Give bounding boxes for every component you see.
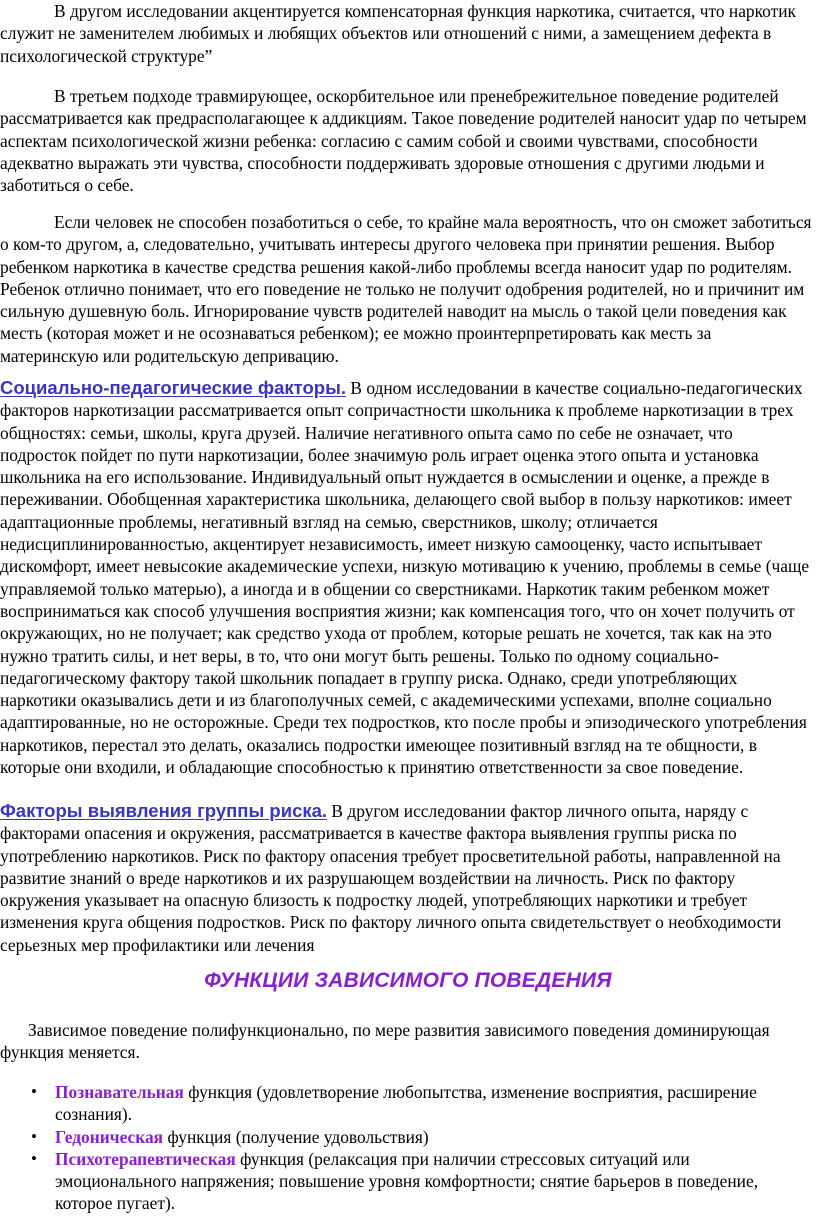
social-pedagogical-factors-link[interactable]: Социально-педагогические факторы. xyxy=(0,377,347,398)
list-item xyxy=(0,1148,812,1215)
paragraph-social-pedagogical xyxy=(0,377,812,778)
bullet-icon: • xyxy=(31,1126,37,1146)
function-description: функция (удовлетворение любопытства, изменение восприятия, расширение сознания). xyxy=(55,1082,757,1125)
functions-list xyxy=(0,1081,812,1215)
paragraph-polyfunctional: Зависимое поведение полифункционально, по мере развития зависимого поведения доминирующая функция меняется. xyxy=(0,1020,770,1063)
function-description: функция (получение удовольствия) xyxy=(163,1126,429,1147)
function-name: Психотерапевтическая xyxy=(55,1148,236,1169)
social-pedagogical-body: В одном исследовании в качестве социально-педагогических факторов наркотизации рассматривается опыт сопричастности школьника к проблеме наркотизации в трех общностях: семьи, школы, круга друзей. Наличие негативного опыта само по себе не означает, что подросток пойдет по пути наркотизации, более значимую роль играет оценка этого опыта и установка школьника на его использование. Индивидуальный опыт нуждается в осмыслении и оценке, а прежде в переживании. Обобщенная характеристика школьника, делающего свой выбор в пользу наркотиков: имеет адаптационные проблемы, негативный взгляд на семью, сверстников, школу; отличается недисциплинированностью, акцентирует независимость, имеет низкую самооценку, часто испытывает дискомфорт, имеет невысокие академические успехи, низкую мотивацию к учению, проблемы в семье (чаще управляемой только матерью), а иногда и в общении со сверстниками. Наркотик таким ребенком может восприниматься как способ улучшения восприятия жизни; как компенсация того, что он хочет получить от окружающих, но не получает; как средство ухода от проблем, которые решать не хочется, так как на это нужно тратить силы, и нет веры, в то, что они могут быть решены. Только по одному социально-педагогическому фактору такой школьник попадает в группу риска. Однако, среди употребляющих наркотики оказывались дети и из благополучных семей, с академическими успехами, вполне социально адаптированные, но не осторожные. Среди тех подростков, кто после пробы и эпизодического употребления наркотиков, перестал это делать, оказались подростки имеющее позитивный взгляд на те общности, в которые они входили, и обладающие способностью к принятию ответственности за свое поведение. xyxy=(0,378,810,778)
section-title-dependent-behavior: ФУНКЦИИ ЗАВИСИМОГО ПОВЕДЕНИЯ xyxy=(204,969,612,992)
paragraph-risk-group xyxy=(0,800,812,956)
bullet-icon: • xyxy=(31,1148,37,1168)
risk-group-factors-link[interactable]: Факторы выявления группы риска. xyxy=(0,800,328,821)
paragraph-compensatory-function: В другом исследовании акцентируется компенсаторная функция наркотика, считается, что наркотик служит не заменителем любимых и любящих объектов или отношений с ними, а замещением дефекта в психологической структуре” xyxy=(0,1,797,66)
risk-group-body: В другом исследовании фактор личного опыта, наряду с факторами опасения и окружения, рассматривается в качестве фактора выявления группы риска по употреблению наркотиков. Риск по фактору опасения требует просветительной работы, направленной на развитие знаний о вреде наркотиков и их разрушающем воздействии на личность. Риск по фактору окружения указывает на опасную близость к подростку людей, употребляющих наркотики и требует изменения круга общения подростков. Риск по фактору личного опыта свидетельствует о необходимости серьезных мер профилактики или лечения xyxy=(0,801,782,955)
paragraph-third-approach: В третьем подходе травмирующее, оскорбительное или пренебрежительное поведение родителей рассматривается как предрасполагающее к аддикциям. Такое поведение родителей наносит удар по четырем аспектам психологической жизни ребенка: согласию с самим собой и своими чувствами, способности адекватно выражать эти чувства, способности поддерживать здоровые отношения с другими людьми и заботиться о себе. xyxy=(0,86,807,196)
bullet-icon: • xyxy=(31,1082,37,1101)
list-item xyxy=(0,1081,812,1126)
function-name: Гедоническая xyxy=(55,1126,164,1147)
function-name: Познавательная xyxy=(55,1082,184,1102)
paragraph-self-care: Если человек не способен позаботиться о себе, то крайне мала вероятность, что он сможет заботиться о ком-то другом, а, следовательно, учитывать интересы другого человека при принятии решения. Выбор ребенком наркотика в качестве средства решения какой-либо проблемы всегда наносит удар по родителям. Ребенок отлично понимает, что его поведение не только не получит одобрения родителей, но и причинит им сильную душевную боль. Игнорирование чувств родителей наводит на мысль о такой цели поведения как месть (которая может и не осознаваться ребенком); ее можно проинтерпретировать как месть за материнскую или родительскую депривацию. xyxy=(0,212,812,366)
function-description: функция (релаксация при наличии стрессовых ситуаций или эмоционального напряжения; повышение уровня комфортности; снятие барьеров в поведение, которое пугает). xyxy=(55,1148,759,1214)
list-item xyxy=(0,1126,812,1148)
